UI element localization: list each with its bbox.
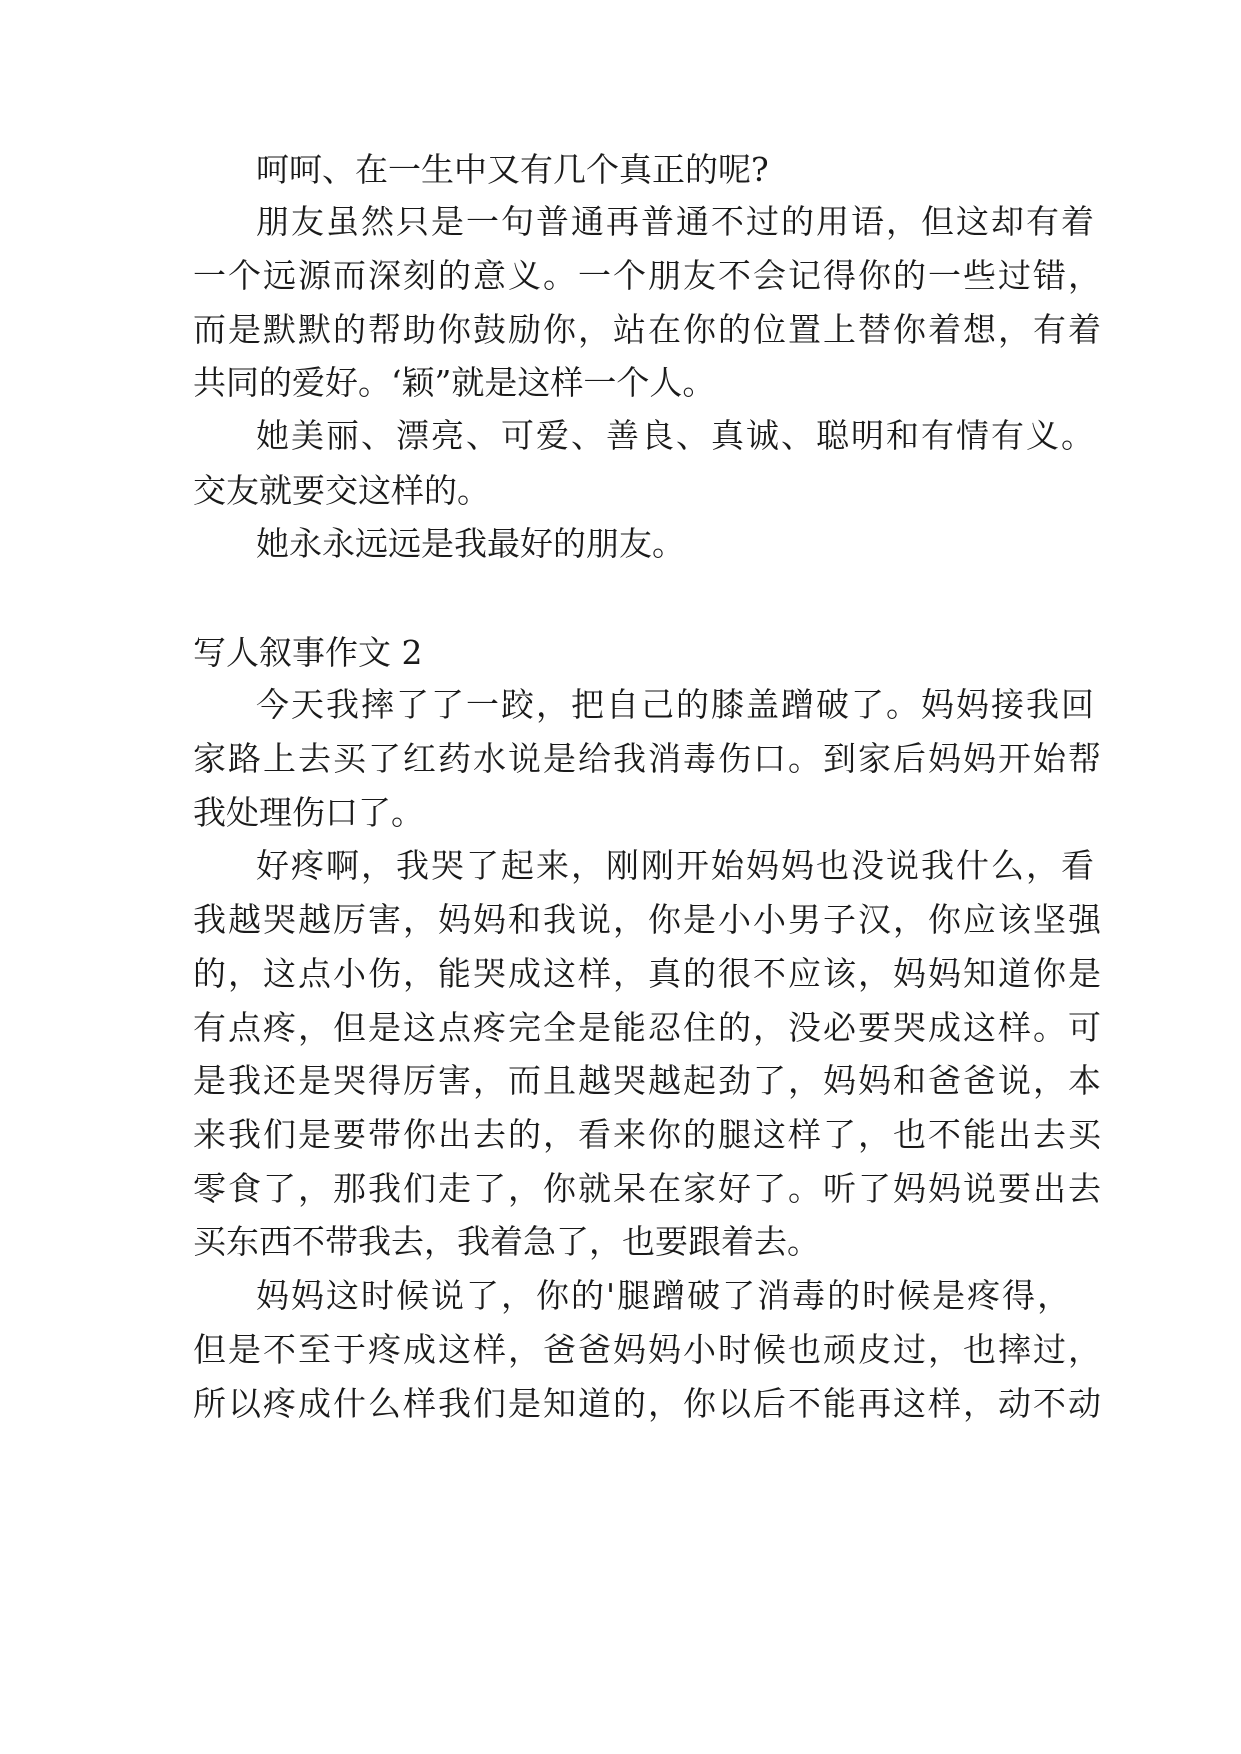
paragraph-line: 今天我摔了了一跤，把自己的膝盖蹭破了。妈妈接我回 — [256, 685, 1096, 724]
paragraph-line: 共同的爱好。‘颖”就是这样一个人。 — [193, 363, 716, 402]
paragraph-line: 而是默默的帮助你鼓励你，站在你的位置上替你着想，有着 — [193, 310, 1103, 349]
paragraph-line: 零食了，那我们走了，你就呆在家好了。听了妈妈说要出去 — [193, 1169, 1103, 1208]
paragraph-line: 我越哭越厉害，妈妈和我说，你是小小男子汉，你应该坚强 — [193, 900, 1103, 939]
paragraph-line: 呵呵、在一生中又有几个真正的呢? — [256, 150, 769, 189]
section-heading: 写人叙事作文 2 — [193, 633, 423, 672]
paragraph-line: 有点疼，但是这点疼完全是能忍住的，没必要哭成这样。可 — [193, 1008, 1103, 1047]
paragraph-line: 是我还是哭得厉害，而且越哭越起劲了，妈妈和爸爸说，本 — [193, 1061, 1103, 1100]
paragraph-line: 好疼啊，我哭了起来，刚刚开始妈妈也没说我什么，看 — [256, 846, 1096, 885]
paragraph-line: 一个远源而深刻的意义。一个朋友不会记得你的一些过错， — [193, 256, 1103, 295]
paragraph-line: 但是不至于疼成这样，爸爸妈妈小时候也顽皮过，也摔过， — [193, 1330, 1103, 1369]
paragraph-line: 我处理伤口了。 — [193, 793, 424, 832]
paragraph-line: 所以疼成什么样我们是知道的，你以后不能再这样，动不动 — [193, 1384, 1103, 1423]
paragraph-line: 妈妈这时候说了，你的'腿蹭破了消毒的时候是疼得， — [256, 1276, 1073, 1315]
paragraph-line: 朋友虽然只是一句普通再普通不过的用语，但这却有着 — [256, 202, 1096, 241]
paragraph-line: 买东西不带我去，我着急了，也要跟着去。 — [193, 1222, 820, 1261]
paragraph-line: 家路上去买了红药水说是给我消毒伤口。到家后妈妈开始帮 — [193, 739, 1103, 778]
paragraph-line: 来我们是要带你出去的，看来你的腿这样了，也不能出去买 — [193, 1115, 1103, 1154]
paragraph-line: 的，这点小伤，能哭成这样，真的很不应该，妈妈知道你是 — [193, 954, 1103, 993]
paragraph-line: 她永永远远是我最好的朋友。 — [256, 524, 685, 563]
paragraph-line: 她美丽、漂亮、可爱、善良、真诚、聪明和有情有义。 — [256, 416, 1096, 455]
paragraph-line: 交友就要交这样的。 — [193, 471, 490, 510]
